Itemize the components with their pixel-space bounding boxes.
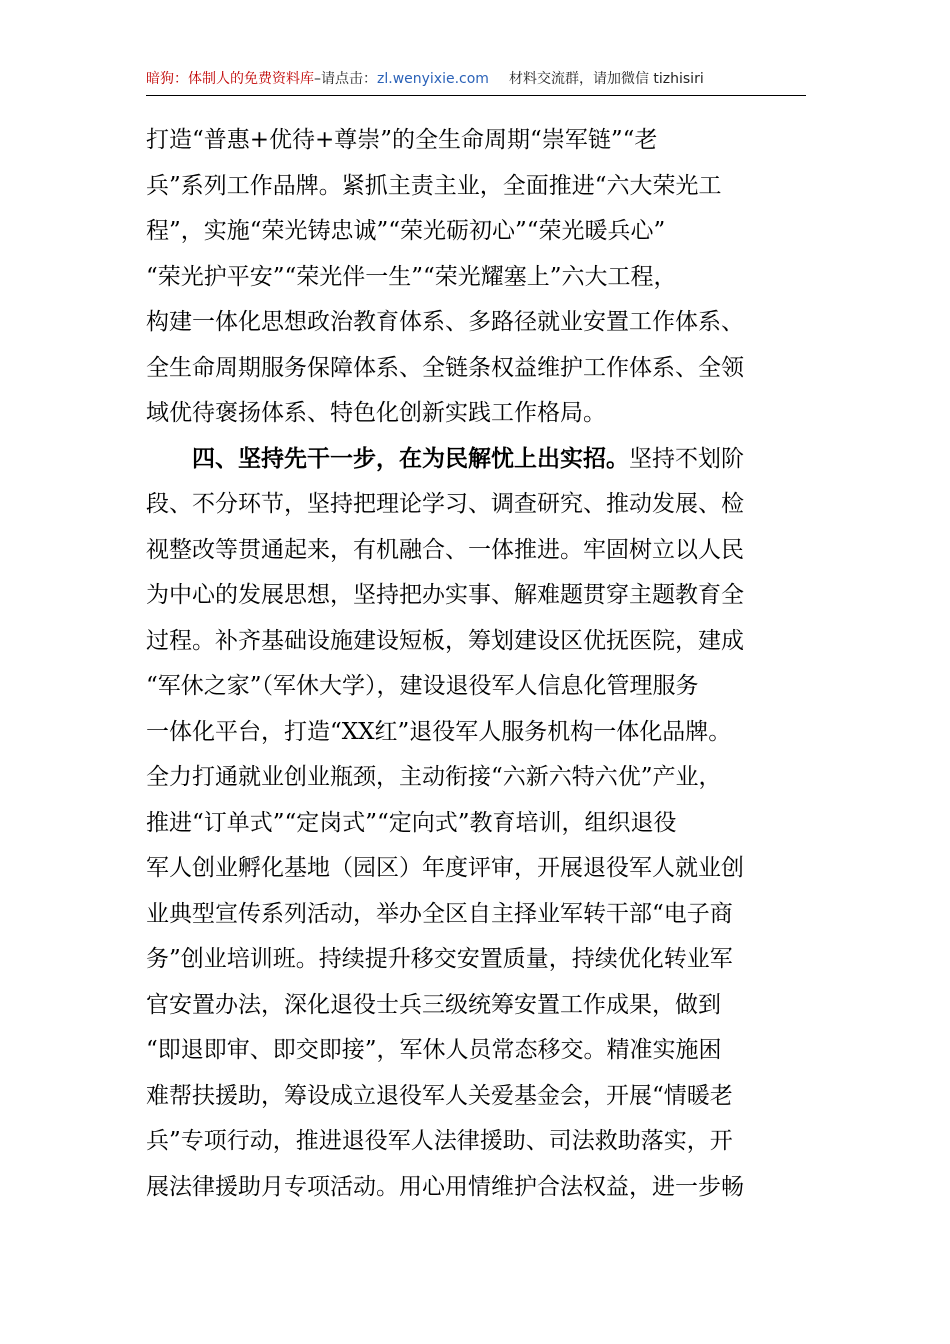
section-line: 军人创业孵化基地（园区）年度评审，开展退役军人就业创 (146, 855, 744, 881)
document-body (146, 118, 826, 1210)
body-line: “荣光护平安”“荣光伴一生”“荣光耀塞上”六大工程， (146, 263, 677, 290)
body-line: 打造“普惠+优待+尊崇”的全生命周期“崇军链”“老 (146, 127, 658, 153)
body-line: 域优待褒扬体系、特色化创新实践工作格局。 (146, 400, 606, 426)
section-line: 推进“订单式”“定岗式”“定向式”教育培训，组织退役 (146, 809, 677, 836)
body-line: 兵”系列工作品牌。紧抓主责主业，全面推进“六大荣光工 (146, 172, 722, 199)
section-line: “即退即审、即交即接”，军休人员常态移交。精准实施困 (146, 1037, 722, 1063)
section-line: 全力打通就业创业瓶颈，主动衔接“六新六特六优”产业， (146, 764, 722, 790)
section-line: 务”创业培训班。持续提升移交安置质量，持续优化转业军 (146, 946, 733, 972)
section-line: 过程。补齐基础设施建设短板，筹划建设区优抚医院，建成 (146, 627, 744, 654)
section-line: 难帮扶援助，筹设成立退役军人关爱基金会，开展“情暖老 (146, 1082, 733, 1109)
page-header (146, 66, 806, 92)
section-line: 视整改等贯通起来，有机融合、一体推进。牢固树立以人民 (146, 536, 744, 563)
body-line: 构建一体化思想政治教育体系、多路径就业安置工作体系、 (146, 309, 744, 335)
section-line: 段、不分环节，坚持把理论学习、调查研究、推动发展、检 (146, 491, 744, 517)
section-first-line-text: 坚持不划阶 (629, 445, 744, 472)
body-line: 程”，实施“荣光铸忠诚”“荣光砺初心”“荣光暖兵心” (146, 218, 666, 244)
section-line: 一体化平台，打造“XX红”退役军人服务机构一体化品牌。 (146, 718, 732, 745)
header-link[interactable]: zl.wenyixie.com (377, 71, 489, 87)
body-line: 全生命周期服务保障体系、全链条权益维护工作体系、全领 (146, 354, 744, 381)
header-contact: 材料交流群，请加微信 tizhisiri (508, 71, 704, 87)
section-first-line (146, 437, 826, 483)
section-line: 业典型宣传系列活动，举办全区自主择业军转干部“电子商 (146, 900, 733, 927)
section-line: 官安置办法，深化退役士兵三级统筹安置工作成果，做到 (146, 991, 721, 1018)
section-line: 展法律援助月专项活动。用心用情维护合法权益，进一步畅 (146, 1173, 744, 1200)
header-divider (146, 95, 806, 96)
section-line: 兵”专项行动，推进退役军人法律援助、司法救助落实，开 (146, 1128, 733, 1154)
header-prompt: –请点击： (314, 71, 377, 87)
section-heading: 四、坚持先干一步，在为民解忧上出实招。 (192, 445, 629, 472)
section-line: 为中心的发展思想，坚持把办实事、解难题贯穿主题教育全 (146, 582, 744, 608)
header-brand: 暗狗：体制人的免费资料库 (146, 71, 314, 87)
section-line: “军休之家”（军休大学），建设退役军人信息化管理服务 (146, 673, 699, 699)
